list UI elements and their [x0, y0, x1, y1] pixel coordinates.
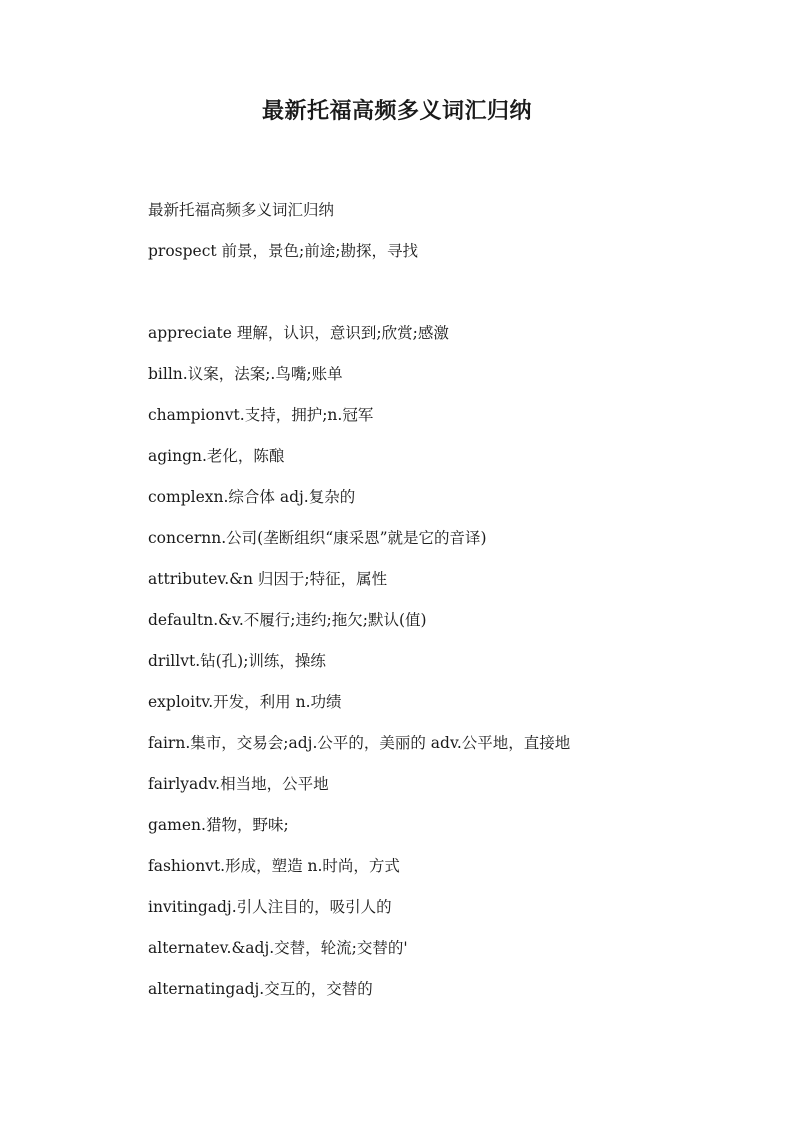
- vocab-entry: concernn.公司(垄断组织“康采恩”就是它的音译): [148, 529, 487, 547]
- vocab-entry: fairlyadv.相当地，公平地: [148, 775, 329, 793]
- vocab-entry: drillvt.钻(孔);训练，操练: [148, 652, 326, 670]
- vocab-entry: exploitv.开发，利用 n.功绩: [148, 693, 342, 711]
- vocab-entry: fashionvt.形成，塑造 n.时尚，方式: [148, 857, 400, 875]
- document-body: [148, 198, 708, 1018]
- document-title: 最新托福高频多义词汇归纳: [261, 98, 532, 124]
- vocab-entry: championvt.支持，拥护;n.冠军: [148, 406, 374, 424]
- vocab-entry: prospect 前景，景色;前途;勘探，寻找: [148, 242, 418, 260]
- vocab-entry: gamen.猎物，野味;: [148, 816, 289, 834]
- vocab-entry: fairn.集市，交易会;adj.公平的，美丽的 adv.公平地，直接地: [148, 734, 571, 752]
- vocab-entry: defaultn.&v.不履行;违约;拖欠;默认(值): [148, 611, 427, 629]
- vocab-entry: billn.议案，法案;.鸟嘴;账单: [148, 365, 343, 383]
- vocab-entry: alternatev.&adj.交替，轮流;交替的': [148, 939, 408, 957]
- intro-heading: 最新托福高频多义词汇归纳: [148, 201, 335, 219]
- vocab-entry: alternatingadj.交互的，交替的: [148, 980, 373, 998]
- vocab-entry: attributev.&n 归因于;特征，属性: [148, 570, 388, 588]
- vocab-entry: agingn.老化，陈酿: [148, 447, 285, 465]
- vocab-entry: invitingadj.引人注目的，吸引人的: [148, 898, 392, 916]
- vocab-entry: appreciate 理解，认识，意识到;欣赏;感激: [148, 324, 449, 342]
- vocab-entry: complexn.综合体 adj.复杂的: [148, 488, 356, 506]
